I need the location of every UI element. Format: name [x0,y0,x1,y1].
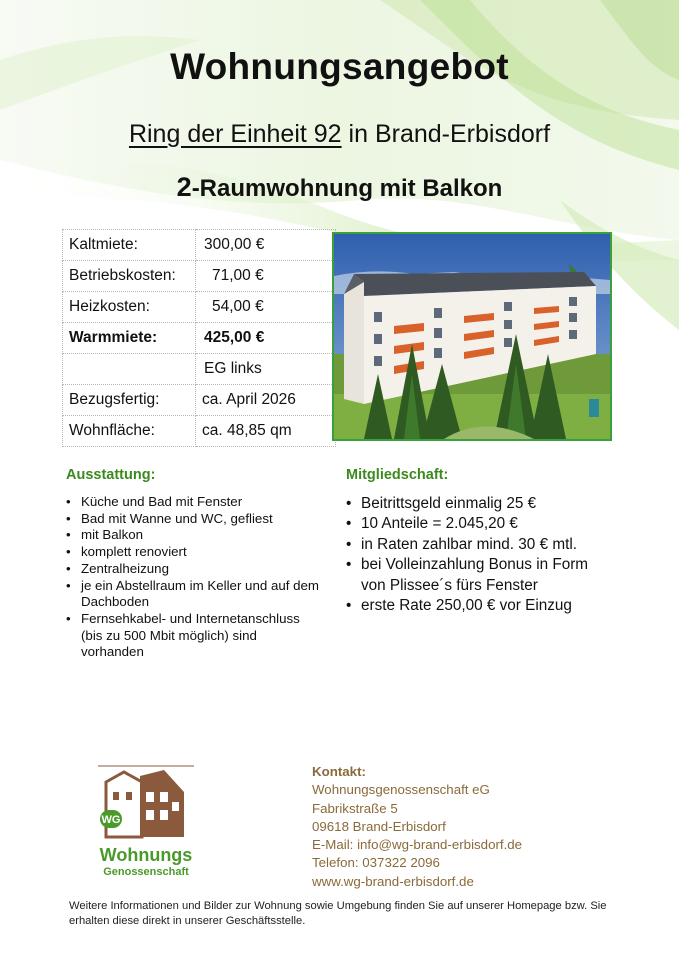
list-item: • je ein Abstellraum im Keller und auf dem Dachboden [66,578,321,611]
list-item: • in Raten zahlbar mind. 30 € mtl. [346,535,636,555]
table-row [63,416,336,447]
contact-website[interactable]: www.wg-brand-erbisdorf.de [312,873,474,889]
row-value: 54,00 € [196,292,336,323]
membership-list [346,494,636,616]
logo-text-line2: Genossenschaft [103,866,189,878]
row-value: 71,00 € [196,261,336,292]
table-row [63,292,336,323]
list-item: • bei Volleinzahlung Bonus in Form von Plissee´s fürs Fenster [346,555,591,596]
equipment-list [66,494,336,661]
table-row [63,323,336,354]
row-label: Bezugsfertig: [63,385,196,416]
list-item: • erste Rate 250,00 € vor Einzug [346,596,636,616]
row-value: ca. 48,85 qm [196,416,336,447]
contact-org: Wohnungsgenossenschaft eG [312,782,490,798]
contact-city: 09618 Brand-Erbisdorf [312,818,446,834]
apartment-type [0,172,679,203]
row-label: Wohnfläche: [63,416,196,447]
contact-phone: Telefon: 037322 2096 [312,855,440,871]
list-item: • 10 Anteile = 2.045,20 € [346,514,636,534]
logo-text-line1: Wohnungs [99,845,193,865]
logo-badge: WG [101,814,121,826]
table-row [63,385,336,416]
table-row [63,354,336,385]
list-item: • komplett renoviert [66,544,336,561]
street-address: Ring der Einheit 92 [128,120,342,148]
row-label: Betriebskosten: [63,261,196,292]
row-value: 300,00 € [196,230,336,261]
address-line [0,120,679,149]
contact-block [312,763,522,891]
table-row [63,261,336,292]
row-value: ca. April 2026 [196,385,336,416]
building-photo [332,232,612,441]
row-label: Warmmiete: [63,323,196,354]
row-label: Heizkosten: [63,292,196,323]
contact-email[interactable]: E-Mail: info@wg-brand-erbisdorf.de [312,837,523,853]
room-count: 2 [176,172,192,202]
row-label: Kaltmiete: [63,230,196,261]
rent-details-table [62,229,336,447]
membership-heading: Mitgliedschaft: [346,467,449,483]
building-illustration [334,234,610,439]
contact-street: Fabrikstraße 5 [312,800,398,816]
wg-logo-graphic [96,762,196,880]
footer-note: Weitere Informationen und Bilder zur Wohnung sowie Umgebung finden Sie auf unserer Homepage bzw. Sie erhalten diese direkt in unserer Geschäftsstelle. [69,900,607,927]
contact-heading: Kontakt: [312,764,366,779]
list-item: • Zentralheizung [66,561,336,578]
page-title: Wohnungsangebot [170,46,509,87]
city-text: in Brand-Erbisdorf [341,120,551,148]
row-value: 425,00 € [196,323,336,354]
equipment-heading: Ausstattung: [66,467,156,483]
apartment-type-text: -Raumwohnung mit Balkon [191,175,503,202]
wg-logo [96,762,196,880]
table-row [63,230,336,261]
list-item: • Beitrittsgeld einmalig 25 € [346,494,636,514]
list-item: • Küche und Bad mit Fenster [66,494,336,511]
list-item: • Bad mit Wanne und WC, gefliest [66,511,336,528]
list-item: • mit Balkon [66,527,336,544]
row-label [63,354,196,385]
list-item: • Fernsehkabel- und Internetanschluss (bis zu 500 Mbit möglich) sind vorhanden [66,611,321,661]
row-value: EG links [196,354,336,385]
